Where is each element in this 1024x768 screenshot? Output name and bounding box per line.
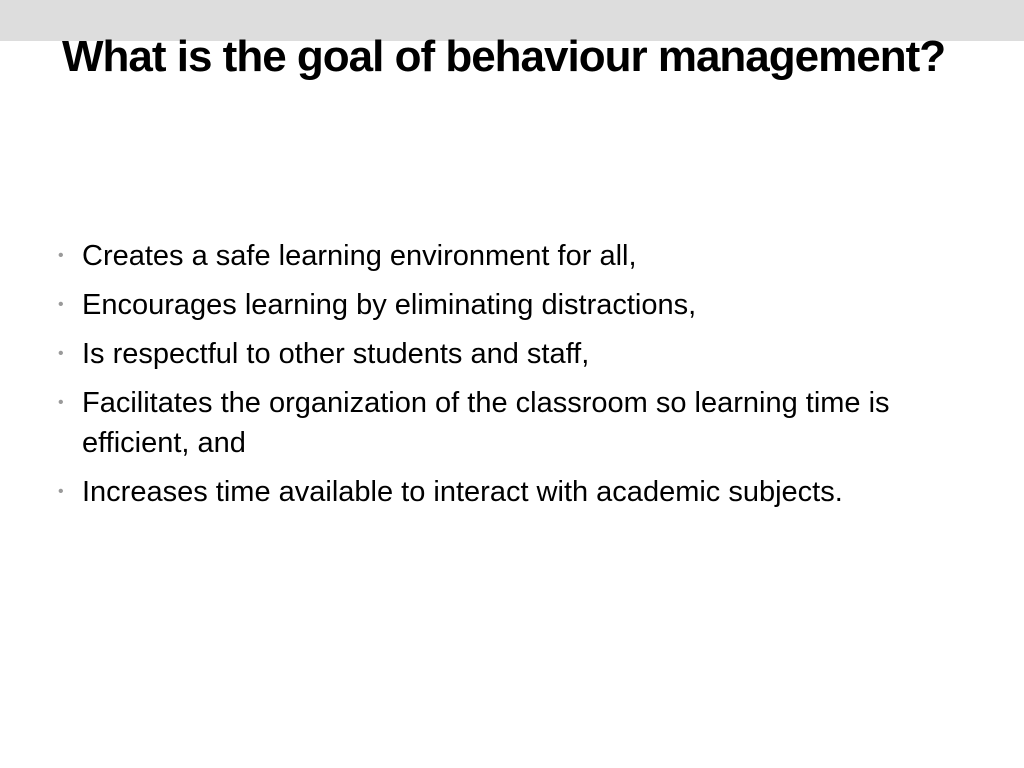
bullet-icon: • [58,296,64,313]
bullet-text: Creates a safe learning environment for all, [82,240,637,272]
list-item [58,472,938,512]
bullet-text: Increases time available to interact with academic subjects. [82,476,843,508]
bullet-text: Encourages learning by eliminating distractions, [82,289,697,321]
bullet-icon: • [58,394,64,411]
list-item [58,236,938,276]
bullet-icon: • [58,247,64,264]
bullet-text: Is respectful to other students and staff, [82,338,590,370]
slide-title: What is the goal of behaviour management? [62,32,946,81]
bullet-icon: • [58,345,64,362]
list-item [58,383,938,463]
list-item [58,285,938,325]
bullet-icon: • [58,483,64,500]
bullet-text: Facilitates the organization of the classroom so learning time is efficient, and [82,387,890,459]
list-item [58,334,938,374]
bullet-list [58,236,938,521]
